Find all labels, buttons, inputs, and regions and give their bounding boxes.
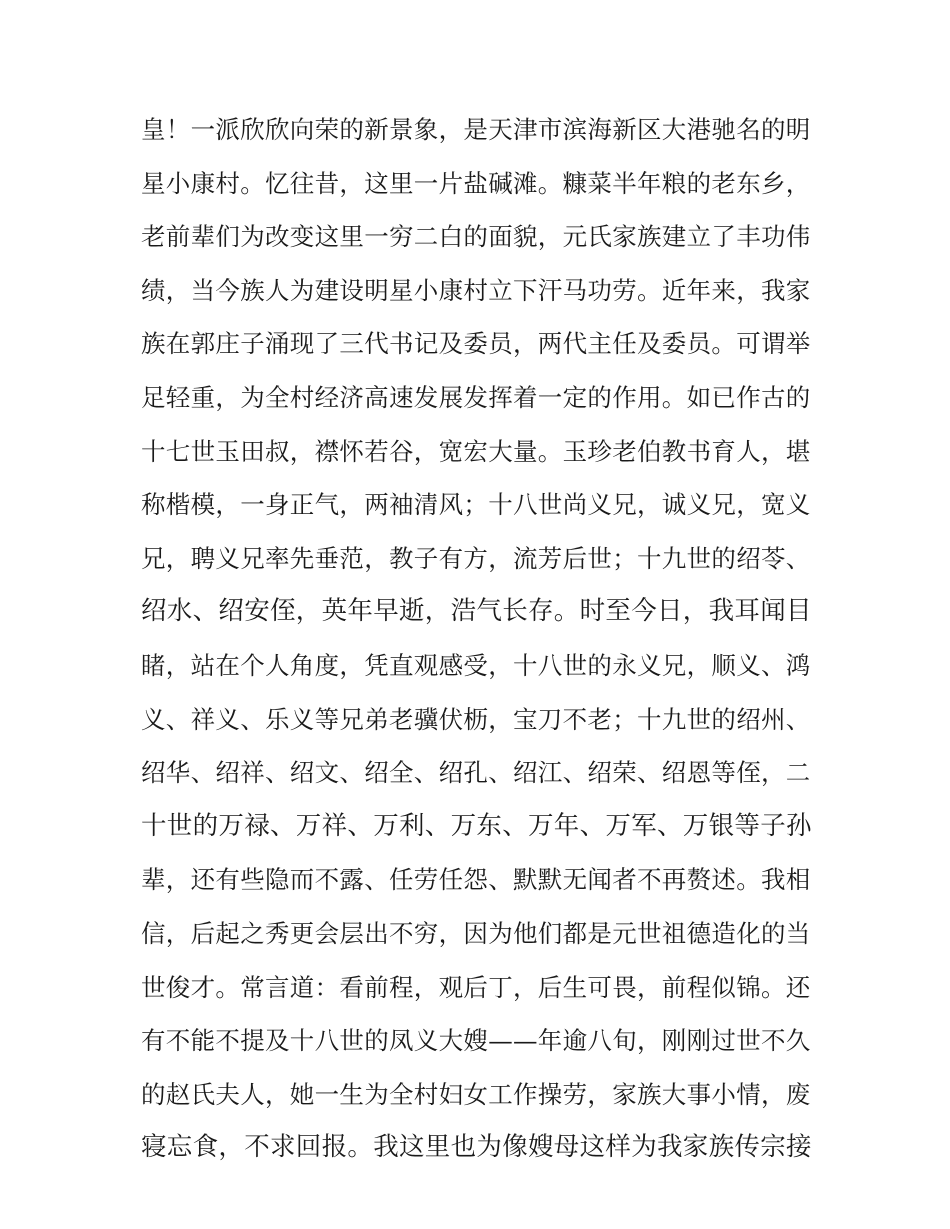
text-line: 绍华、绍祥、绍文、绍全、绍孔、绍江、绍荣、绍恩等侄，二 — [141, 758, 811, 788]
text-line: 有不能不提及十八世的凤义大嫂——年逾八旬，刚刚过世不久 — [141, 1026, 811, 1056]
text-line: 称楷模，一身正气，两袖清风；十八世尚义兄，诚义兄，宽义 — [141, 490, 811, 520]
text-line: 睹，站在个人角度，凭直观感受，十八世的永义兄，顺义、鸿 — [141, 650, 811, 680]
text-line: 世俊才。常言道：看前程，观后丁，后生可畏，前程似锦。还 — [141, 972, 811, 1002]
text-line: 信，后起之秀更会层出不穷，因为他们都是元世祖德造化的当 — [141, 918, 811, 948]
text-line: 皇！一派欣欣向荣的新景象，是天津市滨海新区大港驰名的明 — [141, 115, 811, 144]
text-line: 星小康村。忆往昔，这里一片盐碱滩。糠菜半年粮的老东乡， — [141, 168, 811, 198]
text-line: 绍水、绍安侄，英年早逝，浩气长存。时至今日，我耳闻目 — [141, 596, 812, 627]
text-line: 族在郭庄子涌现了三代书记及委员，两代主任及委员。可谓举 — [141, 329, 811, 359]
text-line: 十七世玉田叔，襟怀若谷，宽宏大量。玉珍老伯教书育人，堪 — [141, 436, 811, 466]
text-line: 绩，当今族人为建设明星小康村立下汗马功劳。近年来，我家 — [141, 275, 811, 305]
text-line: 辈，还有些隐而不露、任劳任怨、默默无闻者不再赘述。我相 — [141, 865, 811, 895]
text-line: 足轻重，为全村经济高速发展发挥着一定的作用。如已作古的 — [141, 382, 811, 412]
text-line: 寝忘食，不求回报。我这里也为像嫂母这样为我家族传宗接 — [141, 1132, 812, 1163]
text-line: 的赵氏夫人，她一生为全村妇女工作操劳，家族大事小情，废 — [141, 1079, 811, 1109]
text-line: 兄，聘义兄率先垂范，教子有方，流芳后世；十九世的绍苓、 — [141, 543, 811, 573]
body-text — [141, 103, 821, 1175]
text-line: 义、祥义、乐义等兄弟老骥伏枥，宝刀不老；十九世的绍州、 — [141, 704, 811, 734]
text-line: 老前辈们为改变这里一穷二白的面貌，元氏家族建立了丰功伟 — [141, 222, 811, 252]
text-line: 十世的万禄、万祥、万利、万东、万年、万军、万银等子孙 — [141, 810, 812, 841]
